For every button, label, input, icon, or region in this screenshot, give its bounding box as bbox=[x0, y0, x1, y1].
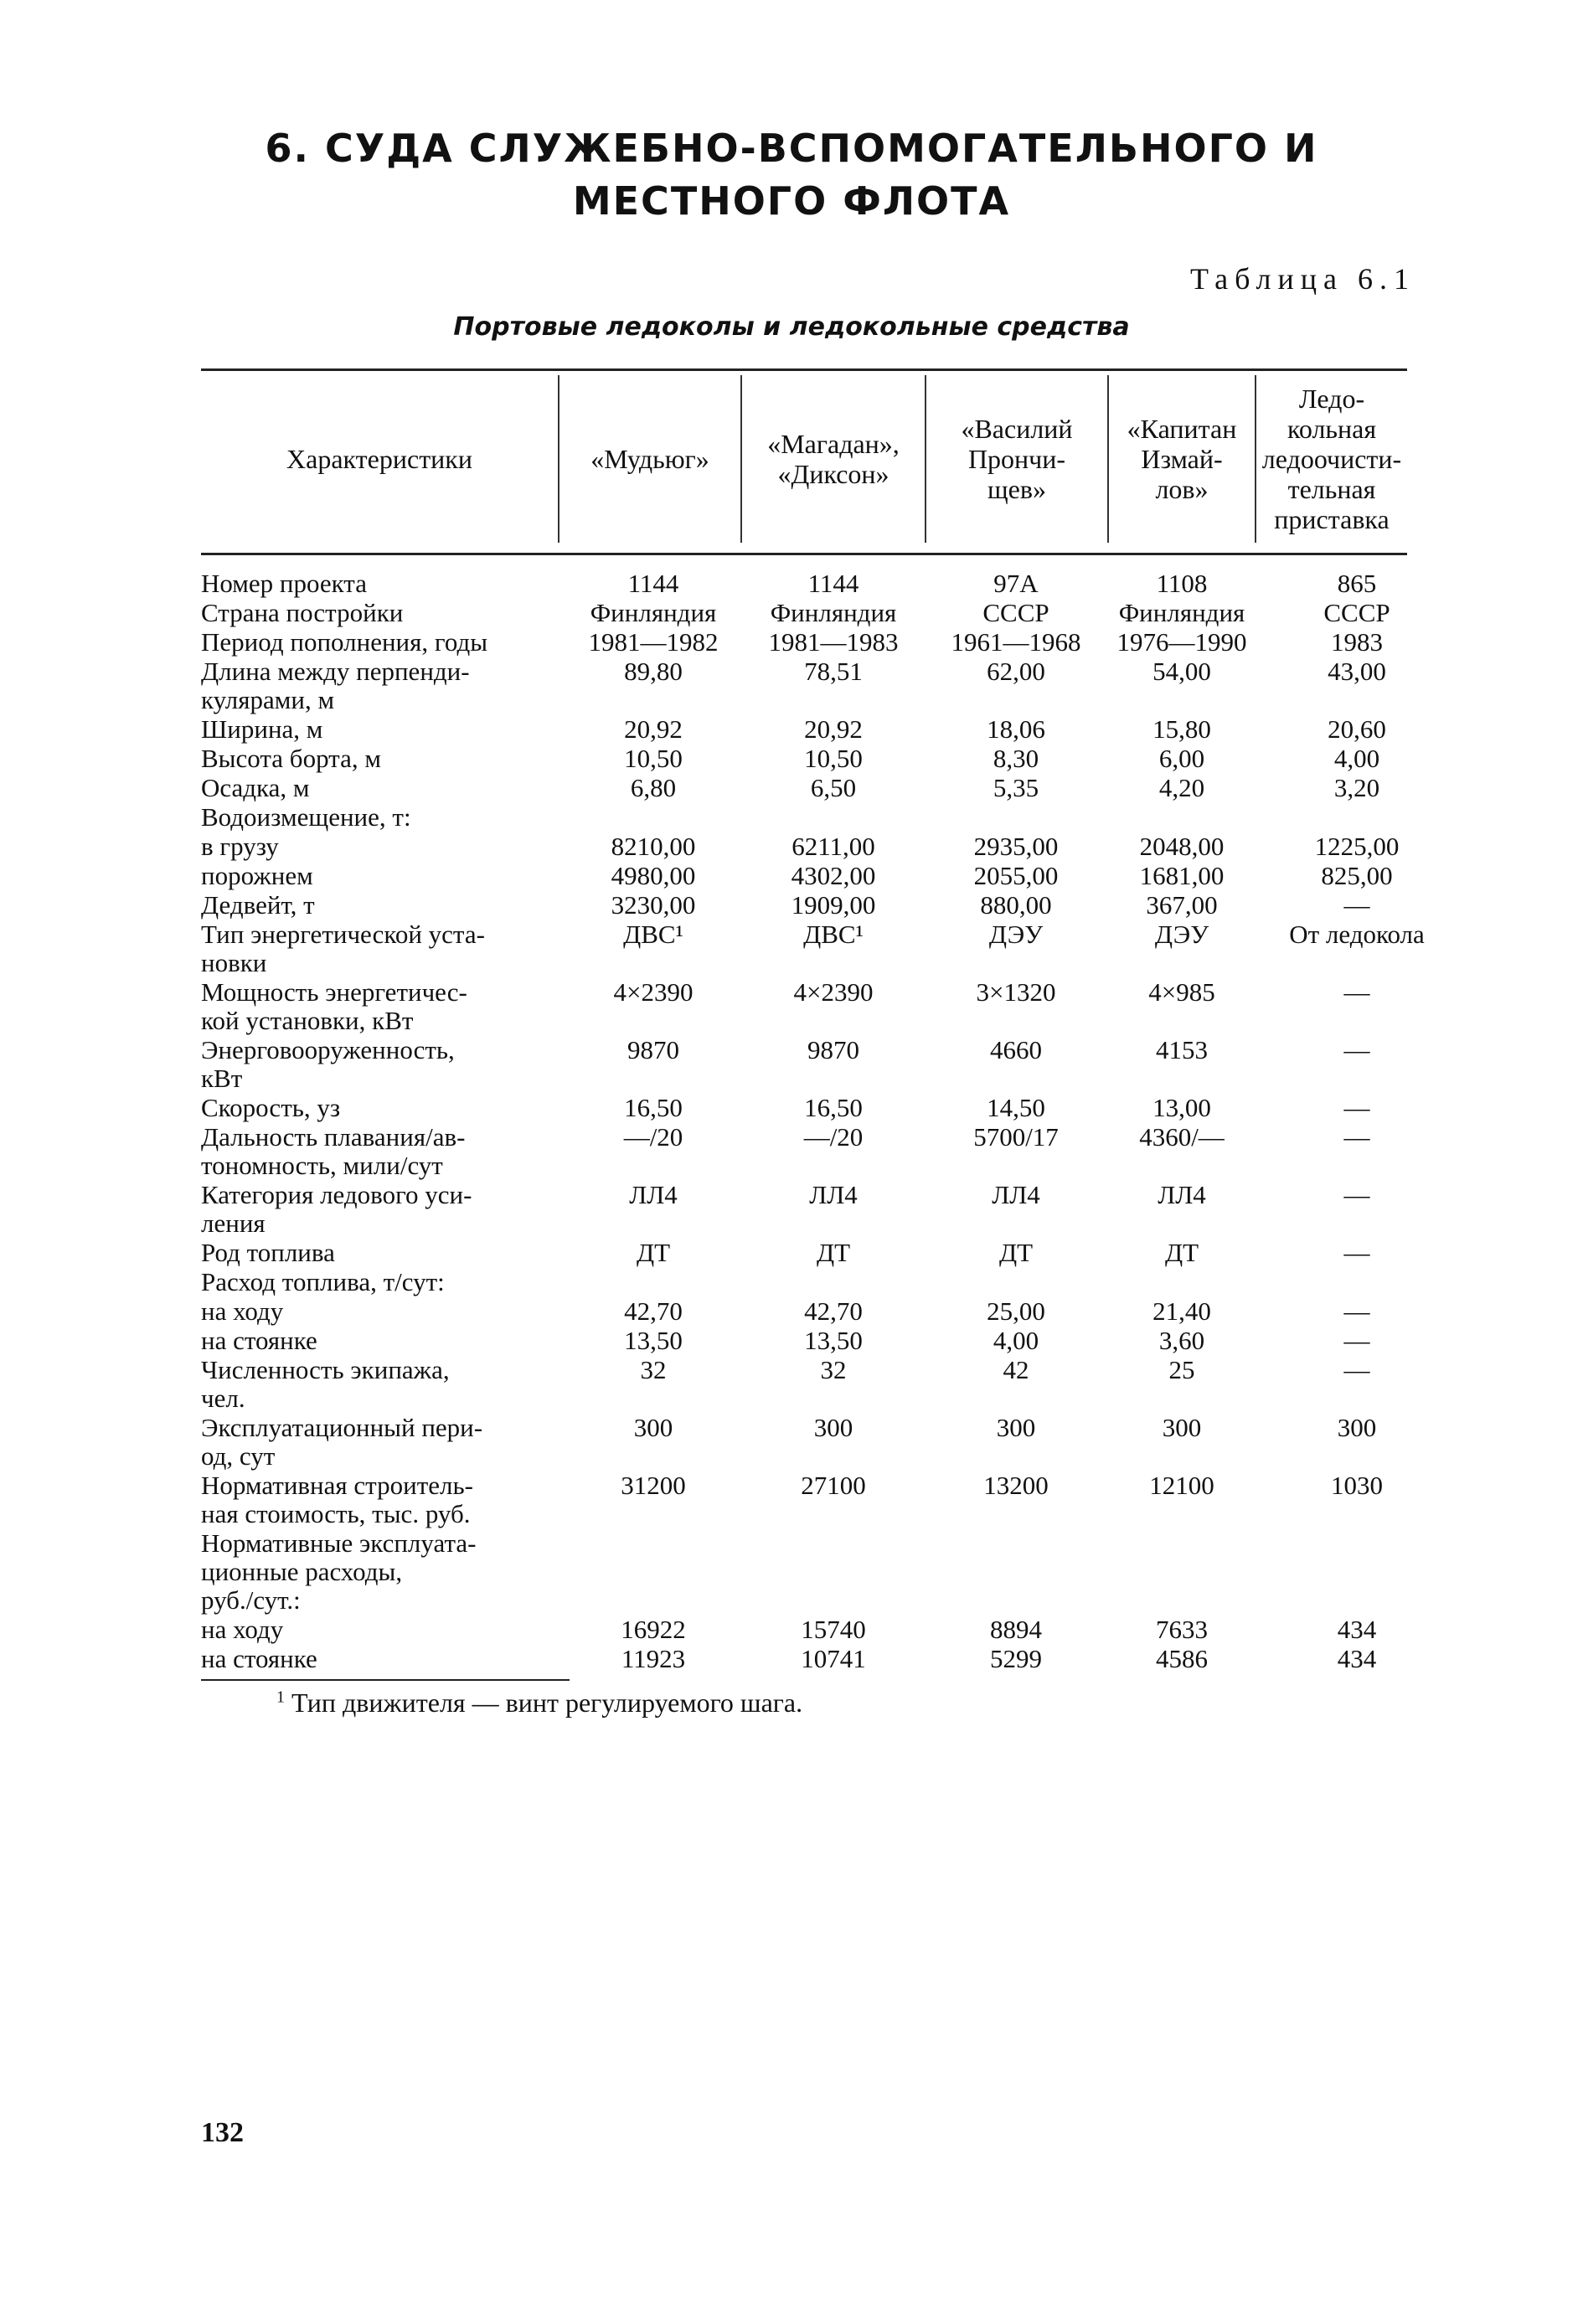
footnote bbox=[276, 1688, 802, 1719]
row-label: Энерговооруженность, кВт bbox=[201, 1035, 455, 1093]
cell-value: 4660 bbox=[990, 1035, 1042, 1064]
table-caption: Портовые ледоколы и ледокольные средства bbox=[453, 312, 1130, 342]
cell-value: 15,80 bbox=[1152, 714, 1211, 744]
cell-value: 13,00 bbox=[1152, 1093, 1211, 1122]
cell-value: — bbox=[1343, 1326, 1370, 1355]
row-label: Длина между перпенди- кулярами, м bbox=[201, 657, 470, 714]
row-label: на стоянке bbox=[201, 1644, 317, 1673]
cell-value: 1144 bbox=[627, 569, 679, 598]
row-label: Скорость, уз bbox=[201, 1093, 341, 1122]
cell-value: ЛЛ4 bbox=[992, 1180, 1040, 1209]
row-label: порожнем bbox=[201, 861, 313, 890]
cell-value: 89,80 bbox=[624, 657, 683, 686]
footnote-marker: 1 bbox=[276, 1688, 285, 1707]
row-label: Нормативная строитель- ная стоимость, тыс. руб. bbox=[201, 1471, 473, 1528]
table-number-label: Таблица 6.1 bbox=[1190, 262, 1415, 296]
cell-value: ДТ bbox=[998, 1238, 1034, 1267]
cell-value: 825,00 bbox=[1321, 861, 1393, 890]
page-number: 132 bbox=[201, 2117, 244, 2148]
cell-value: 3×1320 bbox=[976, 977, 1056, 1007]
cell-value: 1909,00 bbox=[791, 890, 876, 920]
cell-value: — bbox=[1343, 1355, 1370, 1384]
row-label: Номер проекта bbox=[201, 569, 367, 598]
cell-value: 20,60 bbox=[1328, 714, 1386, 744]
cell-value: 15740 bbox=[801, 1615, 866, 1644]
cell-value: От ледокола bbox=[1289, 920, 1425, 949]
section-title-line-2: МЕСТНОГО ФЛОТА bbox=[572, 178, 1011, 224]
cell-value: 4×2390 bbox=[793, 977, 874, 1007]
cell-value: 21,40 bbox=[1152, 1296, 1211, 1326]
cell-value: 7633 bbox=[1156, 1615, 1208, 1644]
cell-value: ДЭУ bbox=[1154, 920, 1209, 949]
header-characteristics: Характеристики bbox=[286, 444, 472, 474]
row-label: Нормативные эксплуата- ционные расходы, руб./сут.: bbox=[201, 1528, 477, 1615]
row-label: Численность экипажа, чел. bbox=[201, 1355, 450, 1413]
cell-value: 14,50 bbox=[987, 1093, 1045, 1122]
row-label: Категория ледового уси- ления bbox=[201, 1180, 472, 1238]
cell-value: 32 bbox=[640, 1355, 667, 1384]
cell-value: 16,50 bbox=[624, 1093, 683, 1122]
cell-value: 2935,00 bbox=[973, 832, 1059, 861]
cell-value: 300 bbox=[813, 1413, 853, 1442]
row-label: Период пополнения, годы bbox=[201, 627, 488, 657]
cell-value: 9870 bbox=[807, 1035, 859, 1064]
cell-value: 1961—1968 bbox=[951, 627, 1081, 657]
cell-value: Финляндия bbox=[1118, 598, 1245, 627]
cell-value: 865 bbox=[1337, 569, 1377, 598]
row-label: Водоизмещение, т: bbox=[201, 802, 411, 832]
row-label: Расход топлива, т/сут: bbox=[201, 1267, 445, 1296]
cell-value: —/20 bbox=[623, 1122, 683, 1152]
cell-value: 13,50 bbox=[804, 1326, 863, 1355]
row-label: Дальность плавания/ав- тономность, мили/сут bbox=[201, 1122, 466, 1180]
row-label: Ширина, м bbox=[201, 714, 323, 744]
cell-value: 300 bbox=[996, 1413, 1036, 1442]
cell-value: 43,00 bbox=[1328, 657, 1386, 686]
cell-value: 62,00 bbox=[987, 657, 1045, 686]
cell-value: 6211,00 bbox=[792, 832, 875, 861]
cell-value: 4,20 bbox=[1158, 773, 1205, 802]
cell-value: 367,00 bbox=[1146, 890, 1218, 920]
cell-value: 1981—1982 bbox=[588, 627, 719, 657]
cell-value: ДТ bbox=[816, 1238, 851, 1267]
header-kapitan-izmaylov: «Капитан Измай- лов» bbox=[1127, 414, 1237, 504]
cell-value: — bbox=[1343, 1238, 1370, 1267]
cell-value: 1981—1983 bbox=[768, 627, 899, 657]
cell-value: 6,50 bbox=[810, 773, 857, 802]
cell-value: 16922 bbox=[621, 1615, 686, 1644]
cell-value: 9870 bbox=[627, 1035, 679, 1064]
table-top-rule bbox=[201, 368, 1407, 371]
header-icebreaking-attachment: Ледо- кольная ледоочисти- тельная приставка bbox=[1261, 384, 1402, 534]
row-label: Дедвейт, т bbox=[201, 890, 315, 920]
cell-value: 10,50 bbox=[624, 744, 683, 773]
cell-value: 2048,00 bbox=[1139, 832, 1225, 861]
cell-value: 4360/— bbox=[1139, 1122, 1225, 1152]
cell-value: 4153 bbox=[1156, 1035, 1208, 1064]
cell-value: 880,00 bbox=[980, 890, 1052, 920]
cell-value: 4×985 bbox=[1148, 977, 1215, 1007]
cell-value: 3,60 bbox=[1158, 1326, 1205, 1355]
cell-value: 25 bbox=[1168, 1355, 1195, 1384]
cell-value: 8,30 bbox=[993, 744, 1039, 773]
cell-value: 5,35 bbox=[993, 773, 1039, 802]
cell-value: 8894 bbox=[990, 1615, 1042, 1644]
header-bottom-rule bbox=[201, 553, 1407, 555]
table-bottom-rule bbox=[201, 1679, 570, 1681]
cell-value: 300 bbox=[633, 1413, 673, 1442]
row-label: на стоянке bbox=[201, 1326, 317, 1355]
cell-value: 27100 bbox=[801, 1471, 866, 1500]
cell-value: ДТ bbox=[1164, 1238, 1199, 1267]
cell-value: 1681,00 bbox=[1139, 861, 1225, 890]
cell-value: 4,00 bbox=[993, 1326, 1039, 1355]
cell-value: ДЭУ bbox=[988, 920, 1044, 949]
cell-value: 42,70 bbox=[804, 1296, 863, 1326]
cell-value: 18,06 bbox=[987, 714, 1045, 744]
cell-value: 5299 bbox=[990, 1644, 1042, 1673]
cell-value: 1144 bbox=[807, 569, 859, 598]
cell-value: 1983 bbox=[1331, 627, 1383, 657]
cell-value: 42,70 bbox=[624, 1296, 683, 1326]
cell-value: 32 bbox=[820, 1355, 847, 1384]
cell-value: 3230,00 bbox=[611, 890, 696, 920]
cell-value: 1225,00 bbox=[1314, 832, 1400, 861]
footnote-text: Тип движителя — винт регулируемого шага. bbox=[291, 1688, 803, 1718]
cell-value: — bbox=[1343, 1180, 1370, 1209]
cell-value: 2055,00 bbox=[973, 861, 1059, 890]
cell-value: 20,92 bbox=[624, 714, 683, 744]
cell-value: 1030 bbox=[1331, 1471, 1383, 1500]
cell-value: ДТ bbox=[636, 1238, 671, 1267]
cell-value: 54,00 bbox=[1152, 657, 1211, 686]
cell-value: 20,92 bbox=[804, 714, 863, 744]
cell-value: ЛЛ4 bbox=[629, 1180, 678, 1209]
row-label: на ходу bbox=[201, 1615, 284, 1644]
row-label: Мощность энергетичес- кой установки, кВт bbox=[201, 977, 467, 1035]
header-vasiliy-pronchishchev: «Василий Прончи- щев» bbox=[961, 414, 1073, 504]
header-mudyug: «Мудьюг» bbox=[590, 444, 709, 474]
cell-value: 11923 bbox=[621, 1644, 686, 1673]
cell-value: 97А bbox=[993, 569, 1039, 598]
row-label: Тип энергетической уста- новки bbox=[201, 920, 485, 977]
row-label: Эксплуатационный пери- од, сут bbox=[201, 1413, 483, 1471]
cell-value: 10741 bbox=[801, 1644, 866, 1673]
cell-value: ДВС¹ bbox=[623, 920, 683, 949]
cell-value: 300 bbox=[1162, 1413, 1202, 1442]
cell-value: 4980,00 bbox=[611, 861, 696, 890]
cell-value: СССР bbox=[1323, 598, 1390, 627]
row-label: Род топлива bbox=[201, 1238, 335, 1267]
cell-value: — bbox=[1343, 1093, 1370, 1122]
cell-value: 3,20 bbox=[1333, 773, 1380, 802]
row-label: Высота борта, м bbox=[201, 744, 381, 773]
cell-value: 78,51 bbox=[804, 657, 863, 686]
cell-value: 434 bbox=[1337, 1644, 1377, 1673]
cell-value: 10,50 bbox=[804, 744, 863, 773]
cell-value: 300 bbox=[1337, 1413, 1377, 1442]
row-label: Осадка, м bbox=[201, 773, 310, 802]
cell-value: 434 bbox=[1337, 1615, 1377, 1644]
cell-value: — bbox=[1343, 1296, 1370, 1326]
cell-value: ЛЛ4 bbox=[809, 1180, 858, 1209]
cell-value: 42 bbox=[1003, 1355, 1029, 1384]
cell-value: 1976—1990 bbox=[1116, 627, 1247, 657]
cell-value: 5700/17 bbox=[973, 1122, 1059, 1152]
cell-value: 25,00 bbox=[987, 1296, 1045, 1326]
cell-value: — bbox=[1343, 1035, 1370, 1064]
cell-value: — bbox=[1343, 977, 1370, 1007]
cell-value: 12100 bbox=[1149, 1471, 1214, 1500]
cell-value: ДВС¹ bbox=[803, 920, 864, 949]
cell-value: 8210,00 bbox=[611, 832, 696, 861]
cell-value: — bbox=[1343, 890, 1370, 920]
cell-value: — bbox=[1343, 1122, 1370, 1152]
section-title-line-1: 6. СУДА СЛУЖЕБНО-ВСПОМОГАТЕЛЬНОГО И bbox=[265, 126, 1318, 171]
row-label: в грузу bbox=[201, 832, 279, 861]
cell-value: 31200 bbox=[621, 1471, 686, 1500]
cell-value: —/20 bbox=[803, 1122, 864, 1152]
cell-value: Финляндия bbox=[590, 598, 717, 627]
cell-value: Финляндия bbox=[770, 598, 897, 627]
cell-value: 1108 bbox=[1156, 569, 1208, 598]
row-label: Страна постройки bbox=[201, 598, 404, 627]
cell-value: 6,00 bbox=[1158, 744, 1205, 773]
cell-value: 16,50 bbox=[804, 1093, 863, 1122]
cell-value: 4×2390 bbox=[613, 977, 694, 1007]
cell-value: 4586 bbox=[1156, 1644, 1208, 1673]
cell-value: 13,50 bbox=[624, 1326, 683, 1355]
cell-value: 13200 bbox=[983, 1471, 1049, 1500]
cell-value: 6,80 bbox=[630, 773, 677, 802]
header-magadan-dikson: «Магадан», «Диксон» bbox=[767, 429, 900, 489]
row-label: на ходу bbox=[201, 1296, 284, 1326]
cell-value: 4,00 bbox=[1333, 744, 1380, 773]
cell-value: ЛЛ4 bbox=[1158, 1180, 1206, 1209]
cell-value: 4302,00 bbox=[791, 861, 876, 890]
cell-value: СССР bbox=[982, 598, 1049, 627]
